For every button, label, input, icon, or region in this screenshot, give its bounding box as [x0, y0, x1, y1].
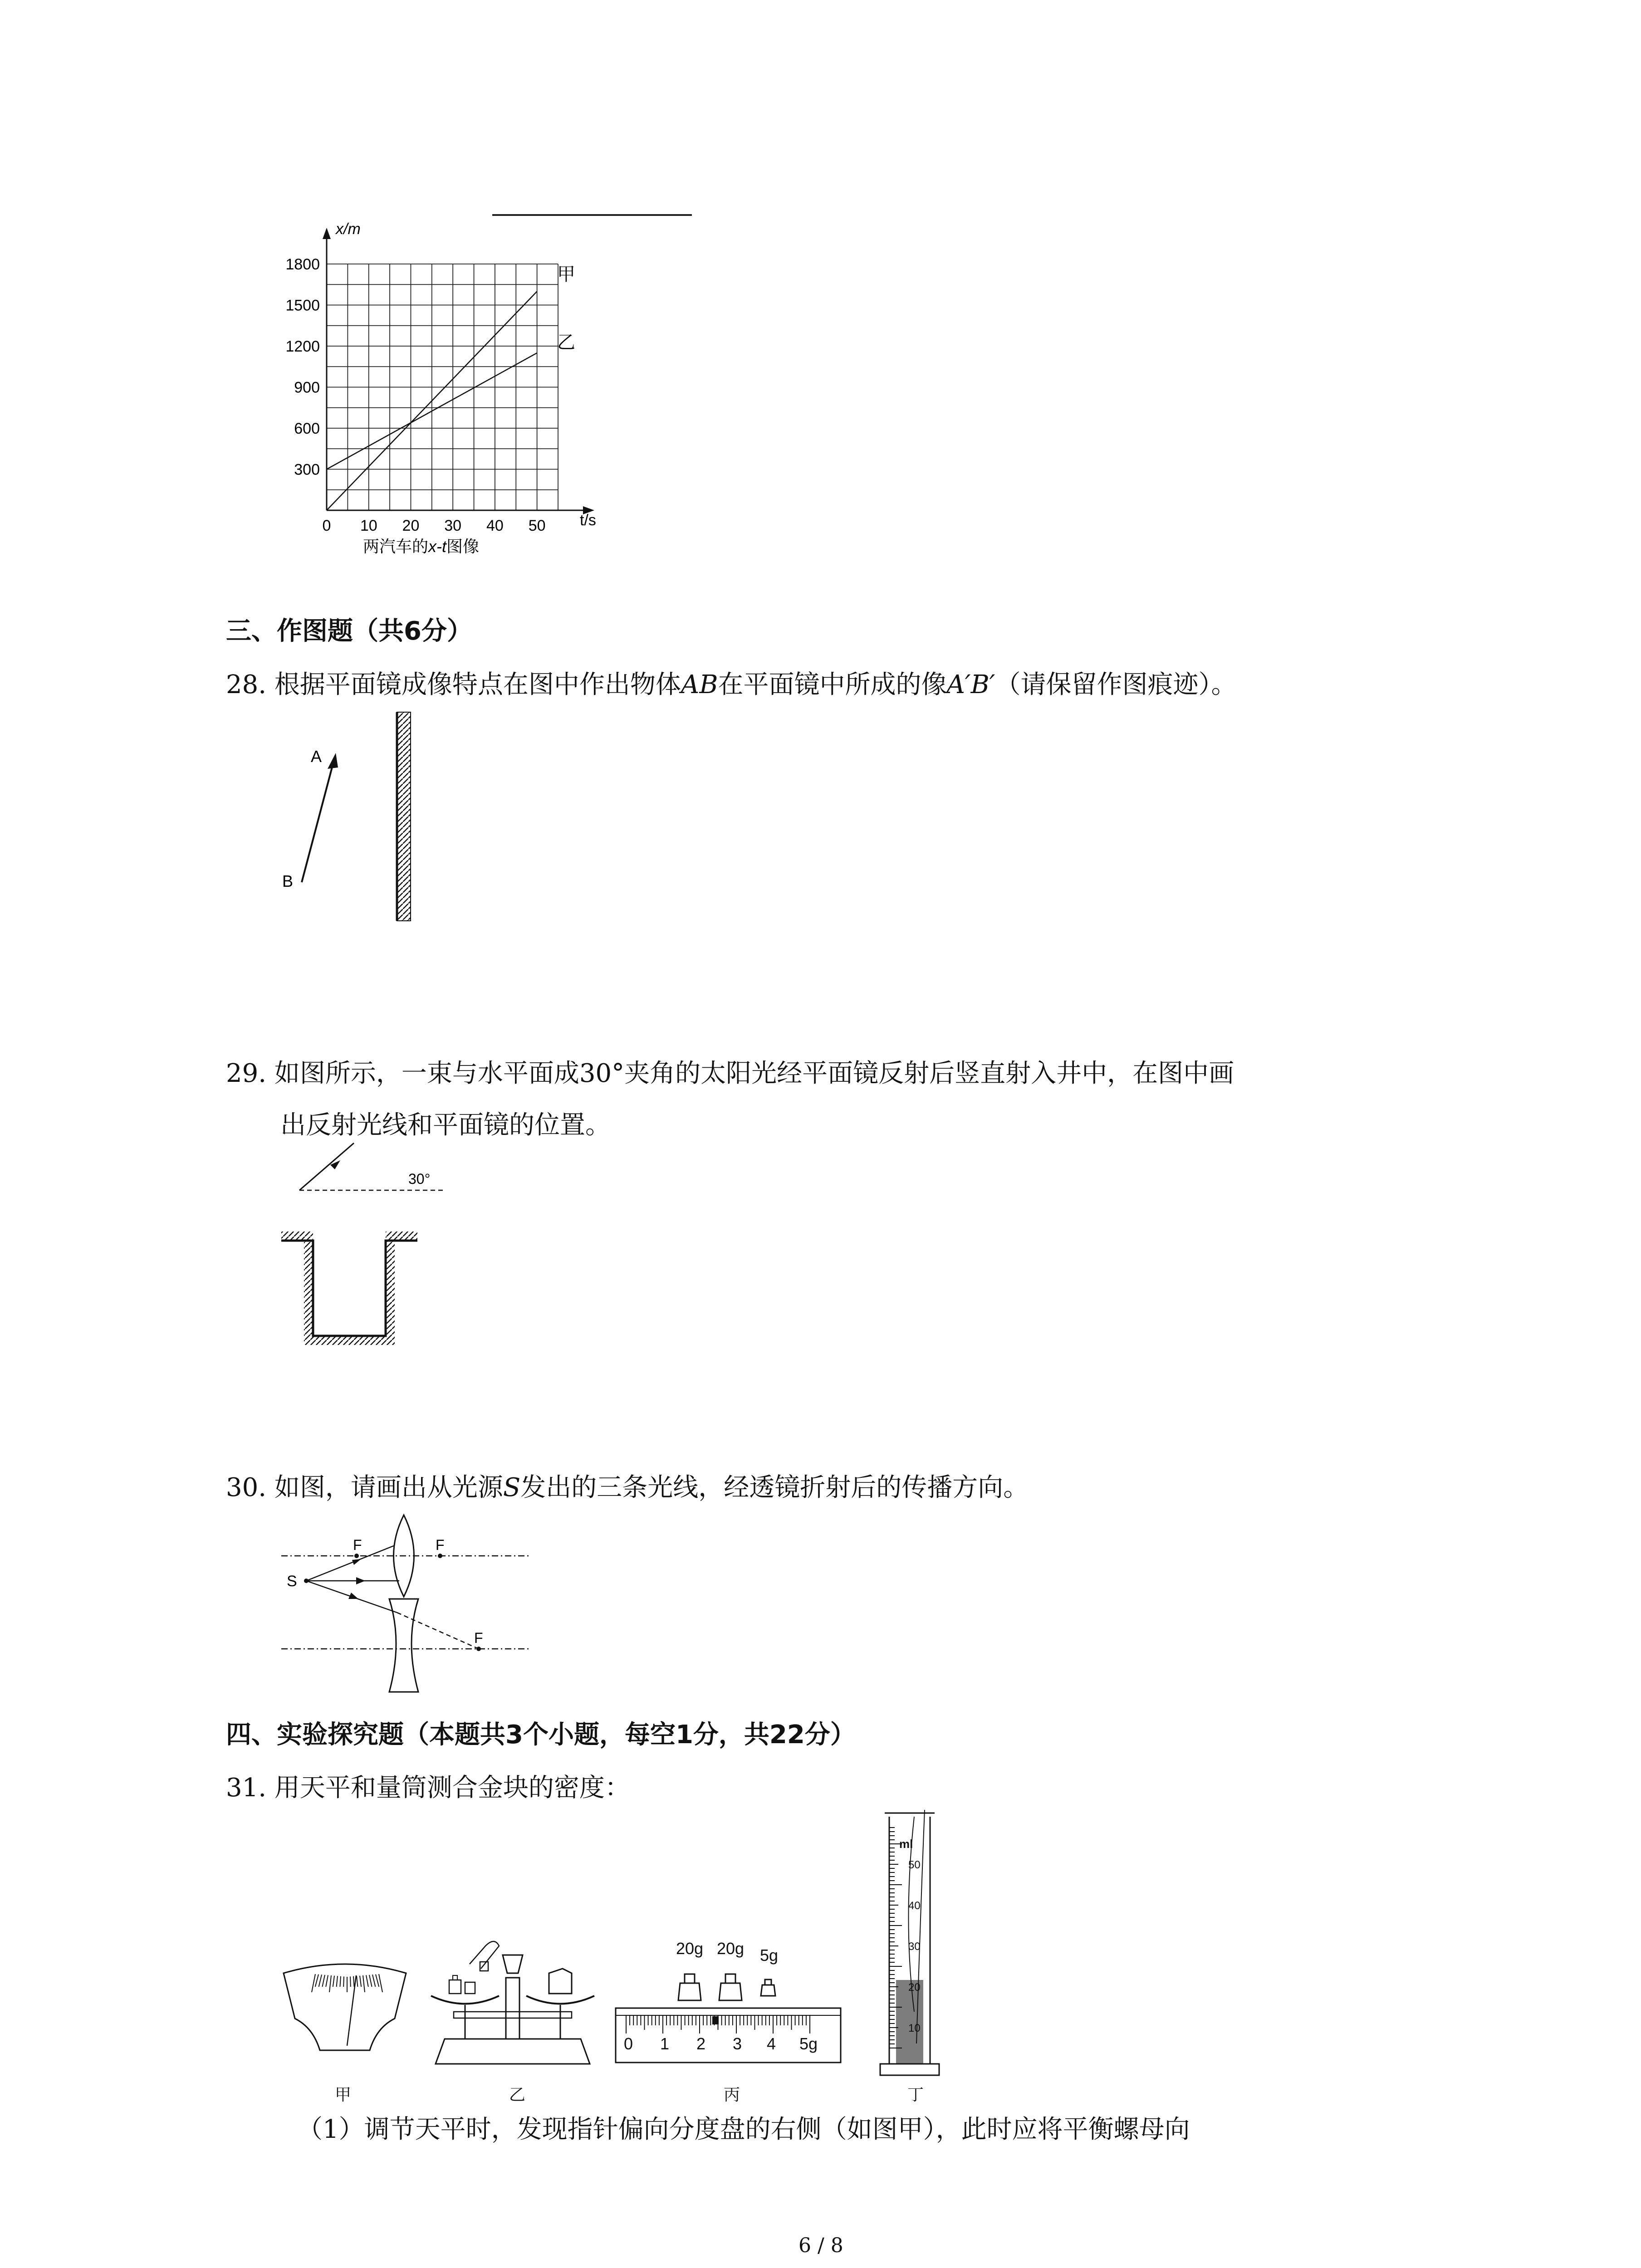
q30-number: 30. [226, 1473, 267, 1502]
x-tick-label: 30 [444, 517, 462, 534]
series-label-yi: 乙 [557, 332, 575, 352]
x-tick-label: 40 [486, 517, 504, 534]
series-label-jia: 甲 [557, 264, 575, 284]
xt-chart [254, 213, 626, 572]
q31-fig-bing-weights [674, 1964, 792, 2005]
ruler-label-1: 1 [660, 2034, 670, 2053]
label-a: A [311, 747, 322, 766]
fig-label-bing: 丙 [724, 2085, 740, 2104]
fig-label-jia: 甲 [335, 2085, 352, 2104]
x-tick-label: 10 [360, 517, 377, 534]
arrow-head-a [328, 753, 338, 769]
sun-ray [299, 1143, 354, 1190]
ruler-label-5: 5g [799, 2034, 818, 2053]
fig-label-yi: 乙 [509, 2085, 526, 2104]
ray-3-extension [397, 1613, 479, 1649]
chart-grid [327, 264, 558, 510]
ruler-label-0: 0 [624, 2034, 633, 2053]
ruler-label-2: 2 [696, 2034, 706, 2053]
x-tick-label: 20 [402, 517, 420, 534]
chart-caption: 两汽车的x-t图像 [363, 537, 480, 556]
chart-ticks [285, 256, 545, 534]
q31-fig-jia-dial [279, 1960, 411, 2059]
q28-text: 28. 根据平面镜成像特点在图中作出物体AB在平面镜中所成的像A′B′（请保留作图痕迹）。 [226, 670, 1237, 699]
ruler-label-4: 4 [767, 2034, 776, 2053]
weight-label-1: 20g [676, 1939, 704, 1958]
x-axis-label: t/s [580, 512, 596, 529]
section-3-title: 三、作图题（共6分） [226, 616, 472, 646]
q31-fig-yi-balance [426, 1928, 599, 2077]
q31-number: 31. [226, 1773, 267, 1803]
cylinder-mark-40: 40 [908, 1900, 921, 1912]
q28-mirror-figure [272, 708, 426, 925]
x-tick-label: 50 [528, 517, 546, 534]
label-f-left: F [353, 1537, 362, 1553]
label-b: B [282, 872, 294, 890]
q30-lens-figure [272, 1513, 535, 1703]
cylinder-mark-10: 10 [908, 2022, 921, 2034]
label-f-lower: F [474, 1630, 483, 1646]
q31-sub1: （1）调节天平时，发现指针偏向分度盘的右侧（如图甲），此时应将平衡螺母向 [297, 2115, 1190, 2144]
label-f-right: F [436, 1537, 445, 1553]
q29-text-line1: 29. 如图所示，一束与水平面成30°夹角的太阳光经平面镜反射后竖直射入井中，在图中画 [226, 1059, 1234, 1088]
y-tick-label: 300 [294, 461, 320, 479]
cylinder-mark-20: 20 [908, 1981, 921, 1994]
q28-number: 28. [226, 670, 267, 699]
plane-mirror [397, 712, 411, 921]
angle-label: 30° [408, 1171, 431, 1187]
y-tick-label: 1500 [285, 297, 320, 314]
fig-label-ding: 丁 [907, 2085, 924, 2104]
y-axis-arrow [323, 228, 331, 239]
q30-text: 30. 如图，请画出从光源S发出的三条光线，经透镜折射后的传播方向。 [226, 1473, 1029, 1502]
ray-1 [306, 1545, 395, 1581]
weight-label-3: 5g [760, 1946, 779, 1965]
y-tick-label: 900 [294, 379, 320, 396]
section-4-title: 四、实验探究题（本题共3个小题，每空1分，共22分） [226, 1720, 856, 1750]
ruler-label-3: 3 [733, 2034, 742, 2053]
y-axis-label: x/m [336, 220, 361, 238]
cylinder-mark-50: 50 [908, 1859, 921, 1871]
cylinder-unit: ml [899, 1837, 913, 1851]
q29-well-figure [272, 1139, 445, 1356]
cylinder-mark-30: 30 [908, 1941, 921, 1953]
q29-number: 29. [226, 1059, 267, 1088]
weight-label-2: 20g [717, 1939, 745, 1958]
label-s: S [287, 1573, 297, 1590]
y-tick-label: 1800 [285, 256, 320, 273]
y-tick-label: 600 [294, 420, 320, 437]
concave-lens [389, 1599, 418, 1692]
x-tick-label: 0 [322, 517, 331, 534]
q31-text: 31. 用天平和量筒测合金块的密度： [226, 1773, 630, 1803]
y-tick-label: 1200 [285, 338, 320, 355]
well-outline [281, 1241, 417, 1336]
object-ab [302, 762, 333, 882]
page-number: 6 / 8 [798, 2234, 843, 2257]
q29-text-line2: 出反射光线和平面镜的位置。 [280, 1110, 611, 1140]
